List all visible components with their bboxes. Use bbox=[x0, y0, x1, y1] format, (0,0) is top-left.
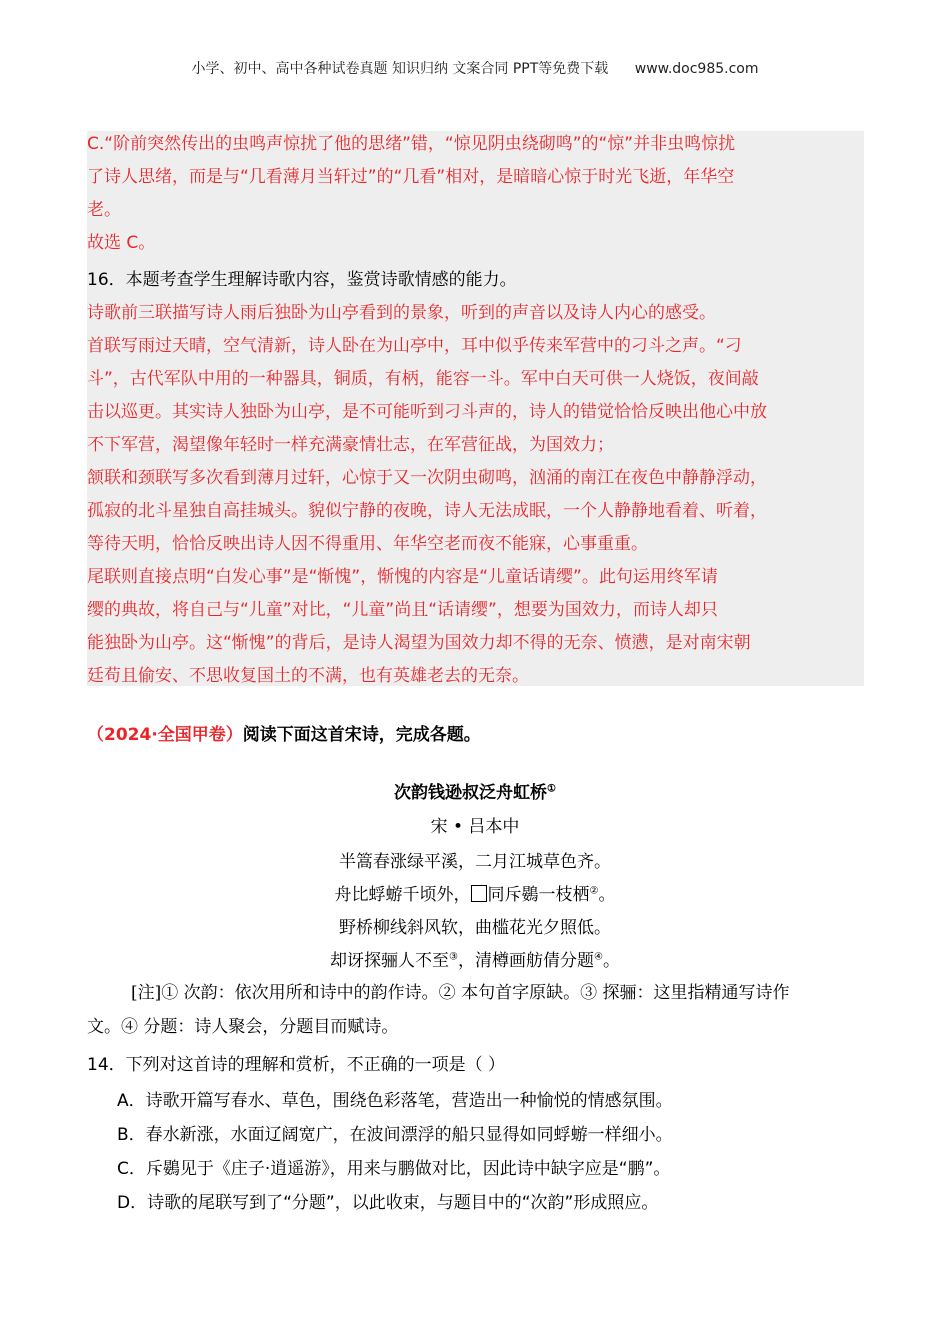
poem-title-note: ① bbox=[547, 783, 556, 795]
poem-author: 宋 • 吕本中 bbox=[430, 817, 520, 837]
poem-line bbox=[0, 880, 950, 905]
poem-note-marker: ④ bbox=[594, 951, 603, 963]
question-intro-text: 阅读下面这首宋诗，完成各题。 bbox=[242, 725, 481, 745]
q14-stem: 14．下列对这首诗的理解和赏析，不正确的一项是（ ） bbox=[87, 1055, 506, 1075]
answer-line: 孤寂的北斗星独自高挂城头。貌似宁静的夜晚，诗人无法成眠，一个人静静地看着、听着， bbox=[87, 501, 767, 521]
answer-line: 廷苟且偷安、不思收复国土的不满，也有英雄老去的无奈。 bbox=[87, 666, 529, 686]
missing-character-box bbox=[471, 885, 487, 902]
answer-line: 斗”，古代军队中用的一种器具，铜质，有柄，能容一斗。军中白天可供一人烧饭，夜间敲 bbox=[87, 369, 759, 389]
q14-option-b[interactable]: B．春水新涨，水面辽阔宽广，在波间漂浮的船只显得如同蜉蝣一样细小。 bbox=[117, 1125, 673, 1145]
answer-line: 能独卧为山亭。这“惭愧”的背后，是诗人渴望为国效力却不得的无奈、愤懑，是对南宋朝 bbox=[87, 633, 751, 653]
question-source: （2024·全国甲卷） bbox=[87, 725, 243, 745]
header-site: www.doc985.com bbox=[634, 61, 759, 77]
poem-line-part: ，清樽画舫倩分题 bbox=[458, 951, 594, 971]
poem-line bbox=[0, 946, 950, 971]
poem-notes-cont: 文。④ 分题：诗人聚会，分题目而赋诗。 bbox=[87, 1017, 399, 1037]
answer-c-line: C.“阶前突然传出的虫鸣声惊扰了他的思绪”错，“惊见阴虫绕砌鸣”的“惊”并非虫鸣惊扰 bbox=[87, 134, 736, 154]
poem-line-part: 。 bbox=[602, 951, 620, 971]
answer-line: 击以巡更。其实诗人独卧为山亭，是不可能听到刁斗声的，诗人的错觉恰恰反映出他心中放 bbox=[87, 402, 767, 422]
q14-option-c[interactable]: C．斥鷃见于《庄子·逍遥游》，用来与鹏做对比，因此诗中缺字应是“鹏”。 bbox=[117, 1159, 671, 1179]
q16-heading: 16．本题考查学生理解诗歌内容，鉴赏诗歌情感的能力。 bbox=[87, 270, 517, 290]
answer-line: 尾联则直接点明“白发心事”是“惭愧”，惭愧的内容是“儿童话请缨”。此句运用终军请 bbox=[87, 567, 718, 587]
answer-line: 等待天明，恰恰反映出诗人因不得重用、年华空老而夜不能寐，心事重重。 bbox=[87, 534, 648, 554]
answer-line: 颔联和颈联写多次看到薄月过轩，心惊于又一次阴虫砌鸣，汹涌的南江在夜色中静静浮动， bbox=[87, 468, 767, 488]
q14-option-d[interactable]: D．诗歌的尾联写到了“分题”，以此收束，与题目中的“次韵”形成照应。 bbox=[117, 1193, 659, 1213]
answer-line: 不下军营，渴望像年轻时一样充满豪情壮志，在军营征战，为国效力； bbox=[87, 435, 614, 455]
poem-note-marker: ③ bbox=[449, 951, 458, 963]
poem-line-part: 却讶探骊人不至 bbox=[330, 951, 450, 971]
answer-line: 首联写雨过天晴，空气清新，诗人卧在为山亭中，耳中似乎传来军营中的刁斗之声。“刁 bbox=[87, 336, 742, 356]
poem-line-part: 同斥鷃一枝栖 bbox=[487, 885, 590, 905]
answer-line: 诗歌前三联描写诗人雨后独卧为山亭看到的景象，听到的声音以及诗人内心的感受。 bbox=[87, 303, 716, 323]
poem-line-part: 舟比蜉蝣千顷外， bbox=[334, 885, 471, 905]
answer-paragraphs bbox=[87, 297, 864, 693]
answer-c-explanation bbox=[87, 128, 864, 260]
answer-line: 缨的典故，将自己与“儿童”对比，“儿童”尚且“话请缨”，想要为国效力，而诗人却只 bbox=[87, 600, 718, 620]
answer-c-line: 老。 bbox=[87, 200, 121, 220]
poem-note-marker: ② bbox=[589, 885, 599, 897]
page-header bbox=[0, 58, 950, 78]
answer-choose: 故选 C。 bbox=[87, 233, 156, 253]
poem-line-part: 。 bbox=[598, 885, 616, 905]
poem-title bbox=[0, 778, 950, 803]
answer-c-line: 了诗人思绪，而是与“几看薄月当轩过”的“几看”相对，是暗暗心惊于时光飞逝，年华空 bbox=[87, 167, 735, 187]
q14-option-a[interactable]: A．诗歌开篇写春水、草色，围绕色彩落笔，营造出一种愉悦的情感氛围。 bbox=[117, 1091, 673, 1111]
notes-text-1: [注]① 次韵：依次用所和诗中的韵作诗。② 本句首字原缺。③ 探骊：这里指精通写诗作 bbox=[131, 983, 790, 1003]
question-intro bbox=[87, 720, 481, 745]
poem-notes bbox=[87, 976, 864, 1010]
poem-title-text: 次韵钱逊叔泛舟虹桥 bbox=[394, 783, 548, 803]
header-text: 小学、初中、高中各种试卷真题 知识归纳 文案合同 PPT等免费下载 bbox=[191, 61, 609, 77]
poem-line: 野桥柳线斜风软，曲槛花光夕照低。 bbox=[339, 918, 611, 938]
poem-line: 半篙春涨绿平溪，二月江城草色齐。 bbox=[339, 852, 611, 872]
